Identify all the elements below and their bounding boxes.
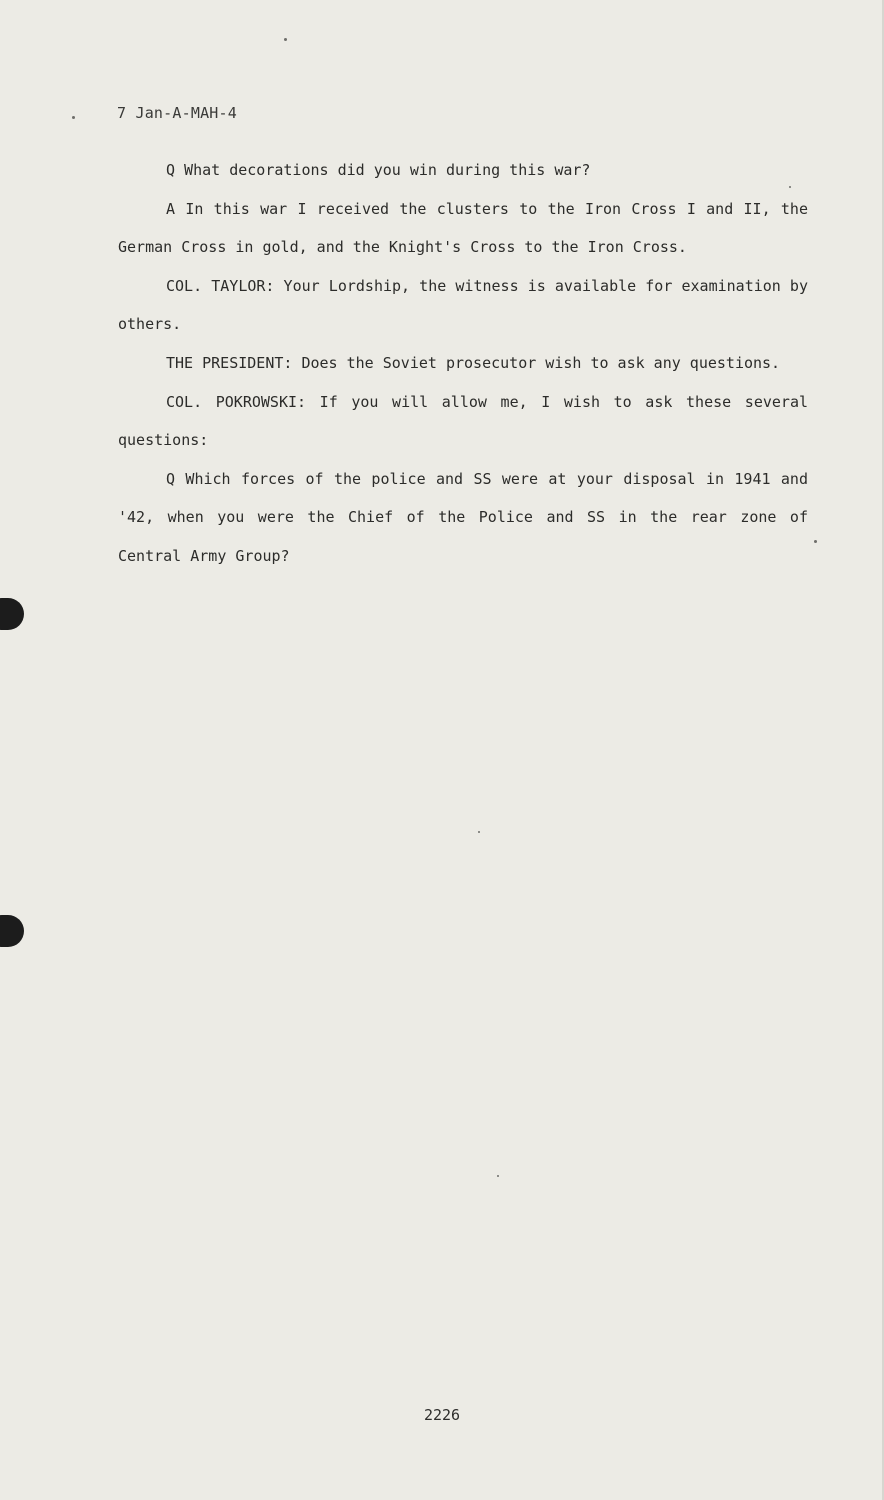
paper-speck <box>72 116 75 119</box>
document-reference: 7 Jan-A-MAH-4 <box>117 104 237 122</box>
paper-speck <box>284 38 287 41</box>
page-number: 2226 <box>423 1406 461 1424</box>
paper-speck <box>497 1175 499 1177</box>
transcript-paragraph: COL. POKROWSKI: If you will allow me, I wish to ask these several questions: <box>118 392 808 450</box>
transcript-paragraph: THE PRESIDENT: Does the Soviet prosecutor wish to ask any questions. <box>166 353 781 372</box>
transcript-body <box>118 151 808 576</box>
transcript-paragraph: COL. TAYLOR: Your Lordship, the witness is available for examination by others. <box>118 276 808 334</box>
transcript-paragraph: Q Which forces of the police and SS were at your disposal in 1941 and '42, when you were the Chief of the Police and SS in the rear zone of Central Army Group? <box>118 469 808 565</box>
punch-hole-lower <box>0 915 24 947</box>
transcript-paragraph: Q What decorations did you win during this war? <box>166 161 591 179</box>
paper-speck <box>478 831 480 833</box>
paper-speck <box>814 540 817 543</box>
transcript-paragraph: A In this war I received the clusters to the Iron Cross I and II, the German Cross in gold, and the Knight's Cross to the Iron Cross. <box>118 199 808 257</box>
punch-hole-upper <box>0 598 24 630</box>
